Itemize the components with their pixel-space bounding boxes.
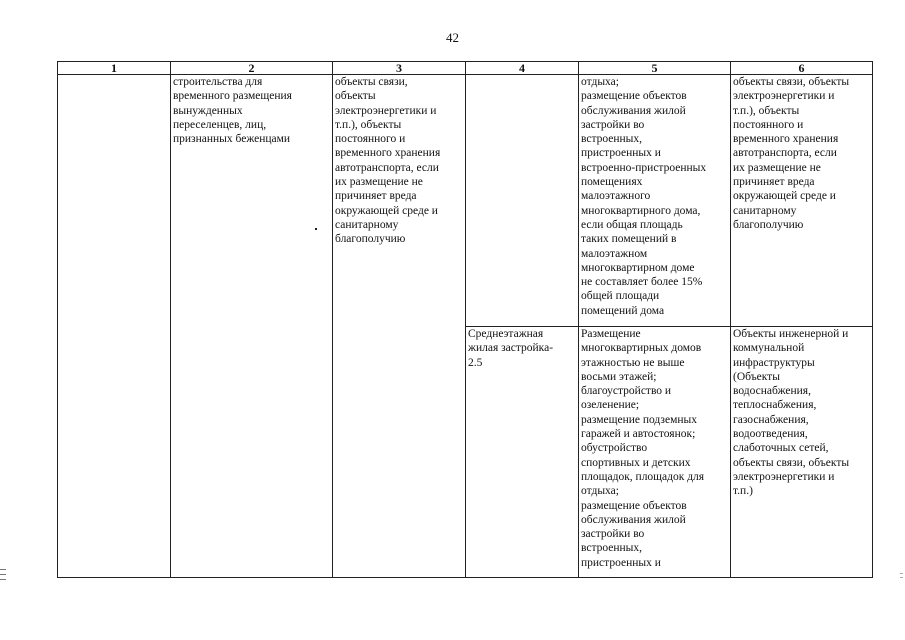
cell-col2: строительства для временного размещения вынужденных переселенцев, лиц, признанных беженцами bbox=[171, 75, 333, 578]
land-use-table bbox=[57, 61, 873, 578]
header-row bbox=[58, 62, 873, 75]
column-header-4: 4 bbox=[466, 62, 579, 75]
cell-col6: Объекты инженерной и коммунальной инфраструктуры (Объекты водоснабжения, теплоснабжения, газоснабжения, водоотведения, слаботочных сетей, объекты связи, объекты электроэнергетики и т.п.) bbox=[731, 327, 873, 578]
cell-col6: объекты связи, объекты электроэнергетики и т.п.), объекты постоянного и временного хранения автотранспорта, если их размещение не причиняет вреда окружающей среде и санитарному благополучию bbox=[731, 75, 873, 327]
column-header-1: 1 bbox=[58, 62, 171, 75]
scan-dot bbox=[315, 228, 317, 230]
cell-col3: объекты связи, объекты электроэнергетики и т.п.), объекты постоянного и временного хранения автотранспорта, если их размещение не причиняет вреда окружающей среде и санитарному благополучию bbox=[333, 75, 466, 578]
column-header-3: 3 bbox=[333, 62, 466, 75]
column-header-6: 6 bbox=[731, 62, 873, 75]
cell-col4 bbox=[466, 75, 579, 327]
cell-col1 bbox=[58, 75, 171, 578]
cell-col4: Среднеэтажная жилая застройка- 2.5 bbox=[466, 327, 579, 578]
scan-edge-marks bbox=[0, 565, 6, 585]
page-number: 42 bbox=[446, 30, 459, 45]
scan-edge-marks-right bbox=[900, 570, 903, 584]
column-header-2: 2 bbox=[171, 62, 333, 75]
cell-col5: отдыха; размещение объектов обслуживания жилой застройки во встроенных, пристроенных и встроенно-пристроенных помещениях малоэтажного многоквартирного дома, если общая площадь таких помещений в малоэтажном многоквартирном доме не составляет более 15% общей площади помещений дома bbox=[579, 75, 731, 327]
column-header-5: 5 bbox=[579, 62, 731, 75]
table-row bbox=[58, 75, 873, 327]
cell-col5: Размещение многоквартирных домов этажностью не выше восьми этажей; благоустройство и озеленение; размещение подземных гаражей и автостоянок; обустройство спортивных и детских площадок, площадок для отдыха; размещение объектов обслуживания жилой застройки во встроенных, пристроенных и bbox=[579, 327, 731, 578]
